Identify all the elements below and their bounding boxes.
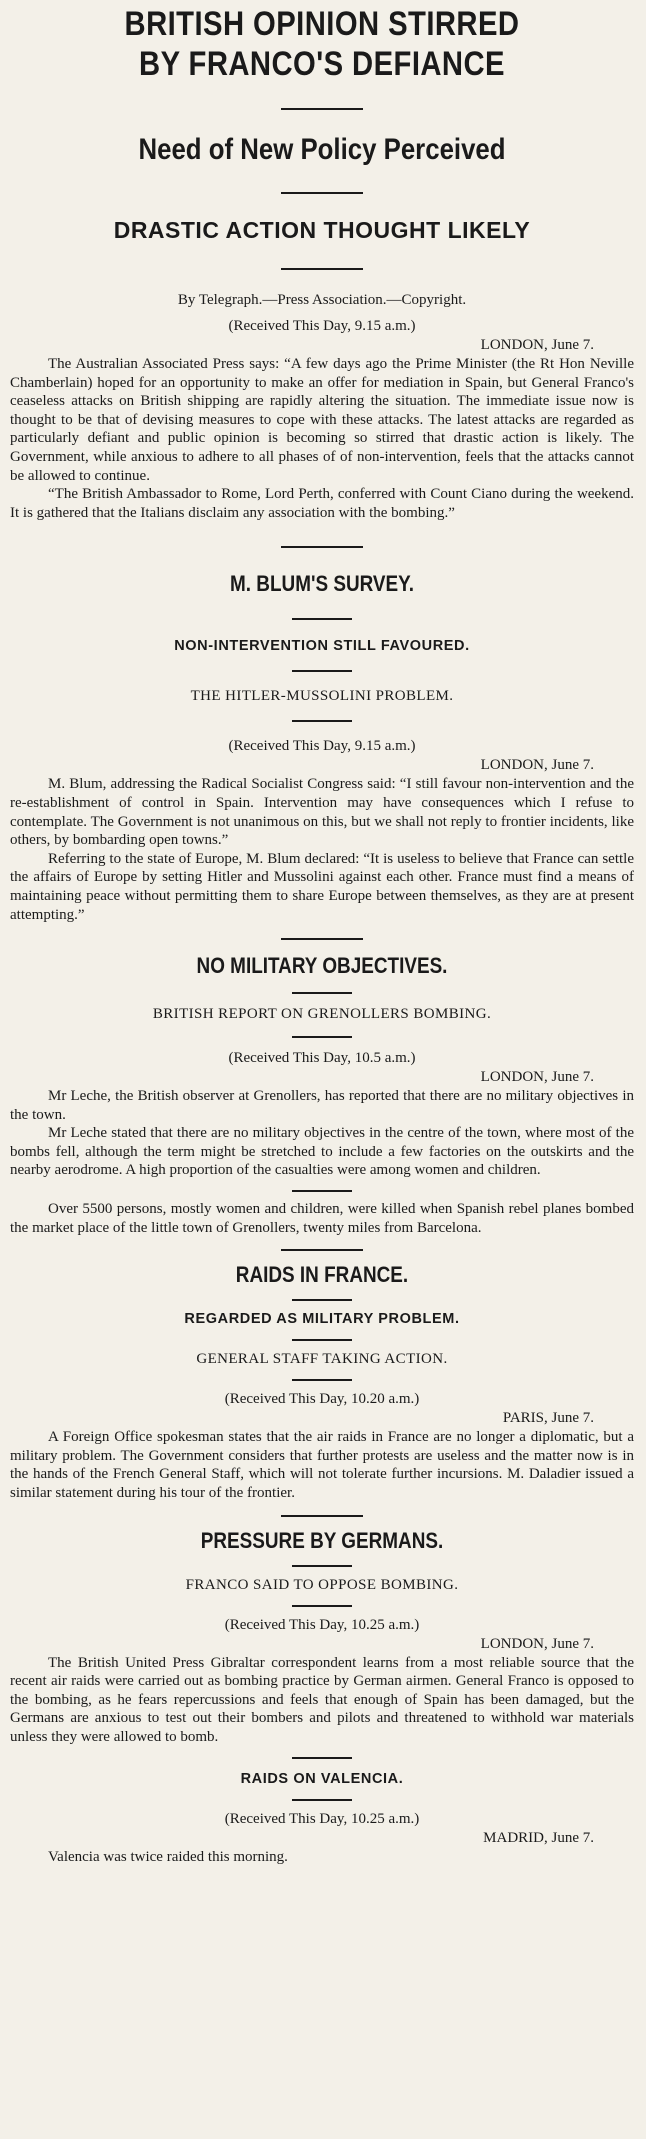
article-paragraph: Mr Leche, the British observer at Grenollers, has reported that there are no military objectives in the town. — [10, 1088, 634, 1123]
headline-line-2: BY FRANCO'S DEFIANCE — [139, 45, 505, 83]
article-paragraph: Referring to the state of Europe, M. Blum declared: “It is useless to believe that France can settle the affairs of Europe by setting Hitler and Mussolini against each other. France must find a means of maintaining peace without permitting them to share Europe between themselves, as they are at present attempting.” — [10, 850, 634, 923]
article-paragraph: Valencia was twice raided this morning. — [48, 1848, 288, 1865]
received-line: (Received This Day, 9.15 a.m.) — [228, 738, 416, 755]
section-heading-blum: M. BLUM'S SURVEY. — [230, 571, 414, 597]
section-heading-france: RAIDS IN FRANCE. — [235, 1262, 409, 1288]
dateline: PARIS, June 7. — [502, 1410, 594, 1427]
deck-headline: DRASTIC ACTION THOUGHT LIKELY — [113, 217, 531, 243]
received-line: (Received This Day, 10.25 a.m.) — [224, 1616, 420, 1633]
received-line: (Received This Day, 9.15 a.m.) — [228, 318, 416, 334]
dateline: LONDON, June 7. — [480, 337, 594, 353]
section-heading-valencia: RAIDS ON VALENCIA. — [240, 1770, 404, 1787]
byline: By Telegraph.—Press Association.—Copyright. — [177, 292, 467, 308]
received-line: (Received This Day, 10.25 a.m.) — [224, 1810, 420, 1827]
section-heading-military: NO MILITARY OBJECTIVES. — [196, 953, 448, 979]
section-subheading: THE HITLER-MUSSOLINI PROBLEM. — [190, 688, 454, 705]
article-paragraph: The Australian Associated Press says: “A few days ago the Prime Minister (the Rt Hon Neville Chamberlain) hoped for an opportunity to make an offer for mediation in Spain, but General Franco's ceaseless attacks on British shipping are rapidly altering the situation. The immediate issue now is thought to be that of devising measures to cope with these attacks. The latest attacks are regarded as particularly defiant and public opinion is becoming so stirred that drastic action is likely. The Government, while anxious to adhere to all phases of of non-intervention, feels that the attacks cannot be allowed to continue. — [10, 356, 634, 484]
article-paragraph: “The British Ambassador to Rome, Lord Perth, conferred with Count Ciano during the weekend. It is gathered that the Italians disclaim any association with the bombing.” — [10, 486, 634, 521]
received-line: (Received This Day, 10.5 a.m.) — [228, 1050, 416, 1067]
section-subheading: GENERAL STAFF TAKING ACTION. — [196, 1351, 448, 1368]
section-heading-germans: PRESSURE BY GERMANS. — [200, 1527, 444, 1553]
section-subheading: BRITISH REPORT ON GRENOLLERS BOMBING. — [152, 1006, 492, 1023]
section-subheading: NON-INTERVENTION STILL FAVOURED. — [174, 638, 470, 655]
dateline: LONDON, June 7. — [480, 757, 594, 774]
dateline: MADRID, June 7. — [483, 1829, 594, 1846]
dateline: LONDON, June 7. — [480, 1069, 594, 1086]
article-paragraph: The British United Press Gibraltar correspondent learns from a most reliable source that the recent air raids were carried out as bombing practice by German airmen. General Franco is opposed to the bombing, as he fears repercussions and feels that enough of Spain has been damaged, but the Germans are anxious to test out their bombers and pilots and threatened to withhold war materials unless they were allowed to bomb. — [10, 1654, 634, 1745]
dateline: LONDON, June 7. — [480, 1635, 594, 1652]
headline-line-1: BRITISH OPINION STIRRED — [124, 5, 520, 43]
article-paragraph: Mr Leche stated that there are no military objectives in the centre of the town, where most of the bombs fell, although the term might be stretched to include a few factories on the outskirts and the nearby aerodrome. A high proportion of the casualties were among women and children. — [10, 1125, 634, 1179]
subheadline: Need of New Policy Perceived — [138, 133, 506, 166]
section-subheading: REGARDED AS MILITARY PROBLEM. — [184, 1311, 460, 1328]
section-subheading: FRANCO SAID TO OPPOSE BOMBING. — [185, 1576, 459, 1593]
article-paragraph: A Foreign Office spokesman states that the air raids in France are no longer a diplomatic, but a military problem. The Government considers that further protests are useless and the matter now is in the hands of the French General Staff, which will not tolerate further incursions. M. Daladier issued a similar statement during his tour of the frontier. — [10, 1429, 634, 1502]
received-line: (Received This Day, 10.20 a.m.) — [224, 1391, 420, 1408]
article-paragraph: Over 5500 persons, mostly women and children, were killed when Spanish rebel planes bombed the market place of the little town of Grenollers, twenty miles from Barcelona. — [10, 1201, 634, 1236]
article-paragraph: M. Blum, addressing the Radical Socialist Congress said: “I still favour non-intervention and the re-establishment of control in Spain. Intervention may have consequences which I refuse to contemplate. The Government is not unanimous on this, but we shall not reply to frontier incidents, like others, by bombarding open towns.” — [10, 776, 634, 849]
